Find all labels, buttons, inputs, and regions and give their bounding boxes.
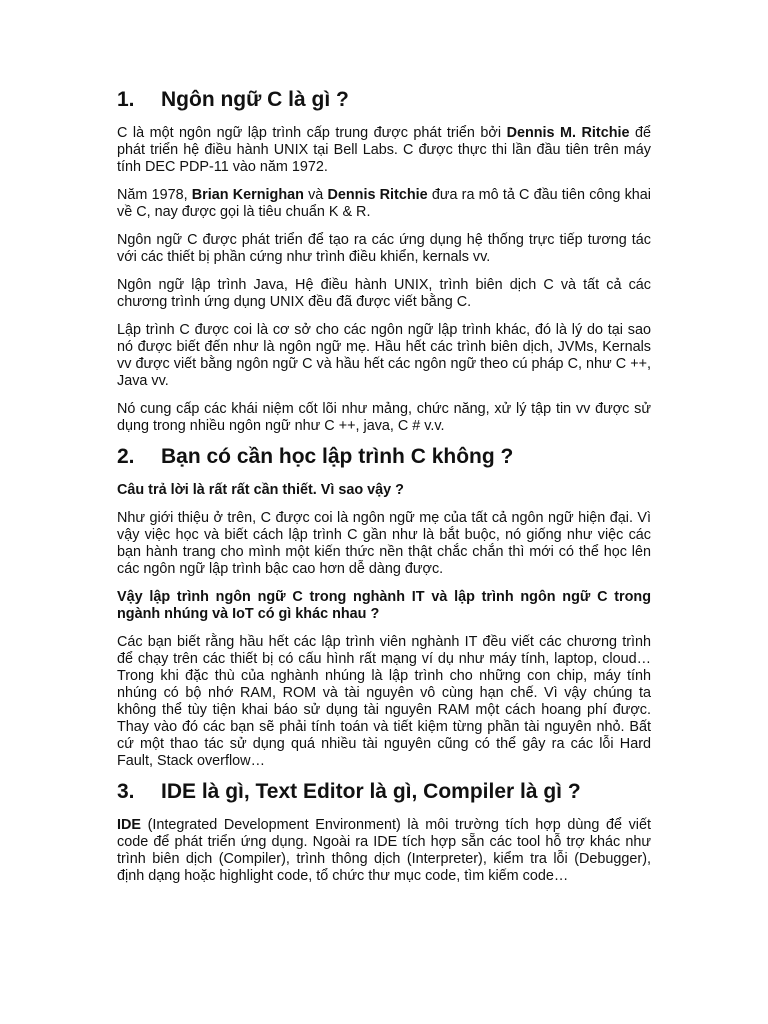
s1-paragraph-3: Ngôn ngữ C được phát triển để tạo ra các ứng dụng hệ thống trực tiếp tương tác với các thiết bị phần cứng như trình điều khiển, kernals vv.: [117, 232, 651, 265]
s1-p1-text-a: C là một ngôn ngữ lập trình cấp trung được phát triển bởi: [117, 125, 507, 141]
s2-question-1: Câu trả lời là rất rất cần thiết. Vì sao vậy ?: [117, 482, 404, 498]
s2-paragraph-2: Các bạn biết rằng hầu hết các lập trình viên nghành IT đều viết các chương trình để chạy trên các thiết bị có cấu hình rất mạng ví dụ như máy tính, laptop, cloud… Trong khi đặc thù của nghành nhúng là lập trình cho những con chip, máy tính nhúng có bộ nhớ RAM, ROM và tài nguyên vô cùng hạn chế. Vì vậy chúng ta không thể tùy tiện khai báo sử dụng tài nguyên RAM một cách hoang phí được. Thay vào đó các bạn sẽ phải tính toán và tiết kiệm từng phần tài nguyên nhỏ. Bất cứ một thao tác sử dụng quá nhiều tài nguyên cũng có thể gây ra các lỗi Hard Fault, Stack overflow…: [117, 634, 651, 769]
s1-p2-bold-name-1: Brian Kernighan: [191, 187, 304, 203]
section-2-title: Bạn có cần học lập trình C không ?: [161, 445, 514, 468]
s1-p2-bold-name-2: Dennis Ritchie: [327, 187, 428, 203]
s2-question-2: Vậy lập trình ngôn ngữ C trong nghành IT và lập trình ngôn ngữ C trong ngành nhúng và IoT có gì khác nhau ?: [117, 589, 651, 622]
section-1-number: 1.: [117, 88, 135, 111]
document-page: [117, 86, 651, 885]
s1-p2-text-c: và: [303, 187, 328, 203]
s1-paragraph-4: Ngôn ngữ lập trình Java, Hệ điều hành UNIX, trình biên dịch C và tất cả các chương trình ứng dụng UNIX đều đã được viết bằng C.: [117, 277, 651, 310]
s1-paragraph-6: Nó cung cấp các khái niệm cốt lõi như mảng, chức năng, xử lý tập tin vv được sử dụng trong nhiều ngôn ngữ như C ++, java, C # v.v.: [117, 401, 651, 434]
s1-p2-text-e: đưa ra mô tả C đầu tiên công khai về C, nay được gọi là tiêu chuẩn K & R.: [117, 187, 651, 220]
section-2-number: 2.: [117, 445, 135, 468]
s3-p1-text-b: (Integrated Development Environment) là môi trường tích hợp dùng để viết code để phát triển ứng dụng. Ngoài ra IDE tích hợp sẵn các tool hỗ trợ khác như trình biên dịch (Compiler), trình thông dịch (Interpreter), kiểm tra lỗi (Debugger), định dạng hoặc highlight code, tổ chức thư mục code, tìm kiếm code…: [117, 817, 651, 884]
section-1-title: Ngôn ngữ C là gì ?: [161, 88, 349, 111]
s1-p1-bold-name: Dennis M. Ritchie: [506, 125, 630, 141]
s2-paragraph-1: Như giới thiệu ở trên, C được coi là ngôn ngữ mẹ của tất cả ngôn ngữ hiện đại. Vì vậy việc học và biết cách lập trình C gần như là bắt buộc, nó giống như việc các bạn hành trang cho mình một kiến thức nền thật chắc chắn thì mới có thể học lên các ngôn ngữ lập trình bậc cao hơn dễ dàng được.: [117, 510, 651, 577]
s1-p2-text-a: Năm 1978,: [117, 187, 192, 203]
section-3-number: 3.: [117, 780, 135, 803]
s3-paragraph-1: [117, 817, 651, 885]
s3-p1-bold-term: IDE: [117, 817, 141, 833]
s1-paragraph-5: Lập trình C được coi là cơ sở cho các ngôn ngữ lập trình khác, đó là lý do tại sao nó được biết đến như là ngôn ngữ mẹ. Hầu hết các trình biên dịch, JVMs, Kernals vv được viết bằng ngôn ngữ C và hầu hết các ngôn ngữ theo cú pháp C, như C ++, Java vv.: [117, 322, 651, 389]
s1-p1-text-c: để phát triển hệ điều hành UNIX tại Bell Labs. C được thực thi lần đầu tiên trên máy tính DEC PDP-11 vào năm 1972.: [117, 125, 651, 175]
s1-paragraph-1: [117, 125, 651, 176]
section-3-heading: [117, 778, 651, 806]
section-2-heading: [117, 443, 651, 471]
s1-paragraph-2: [117, 187, 651, 221]
section-3-title: IDE là gì, Text Editor là gì, Compiler là gì ?: [161, 780, 581, 803]
section-1-heading: [117, 86, 651, 114]
